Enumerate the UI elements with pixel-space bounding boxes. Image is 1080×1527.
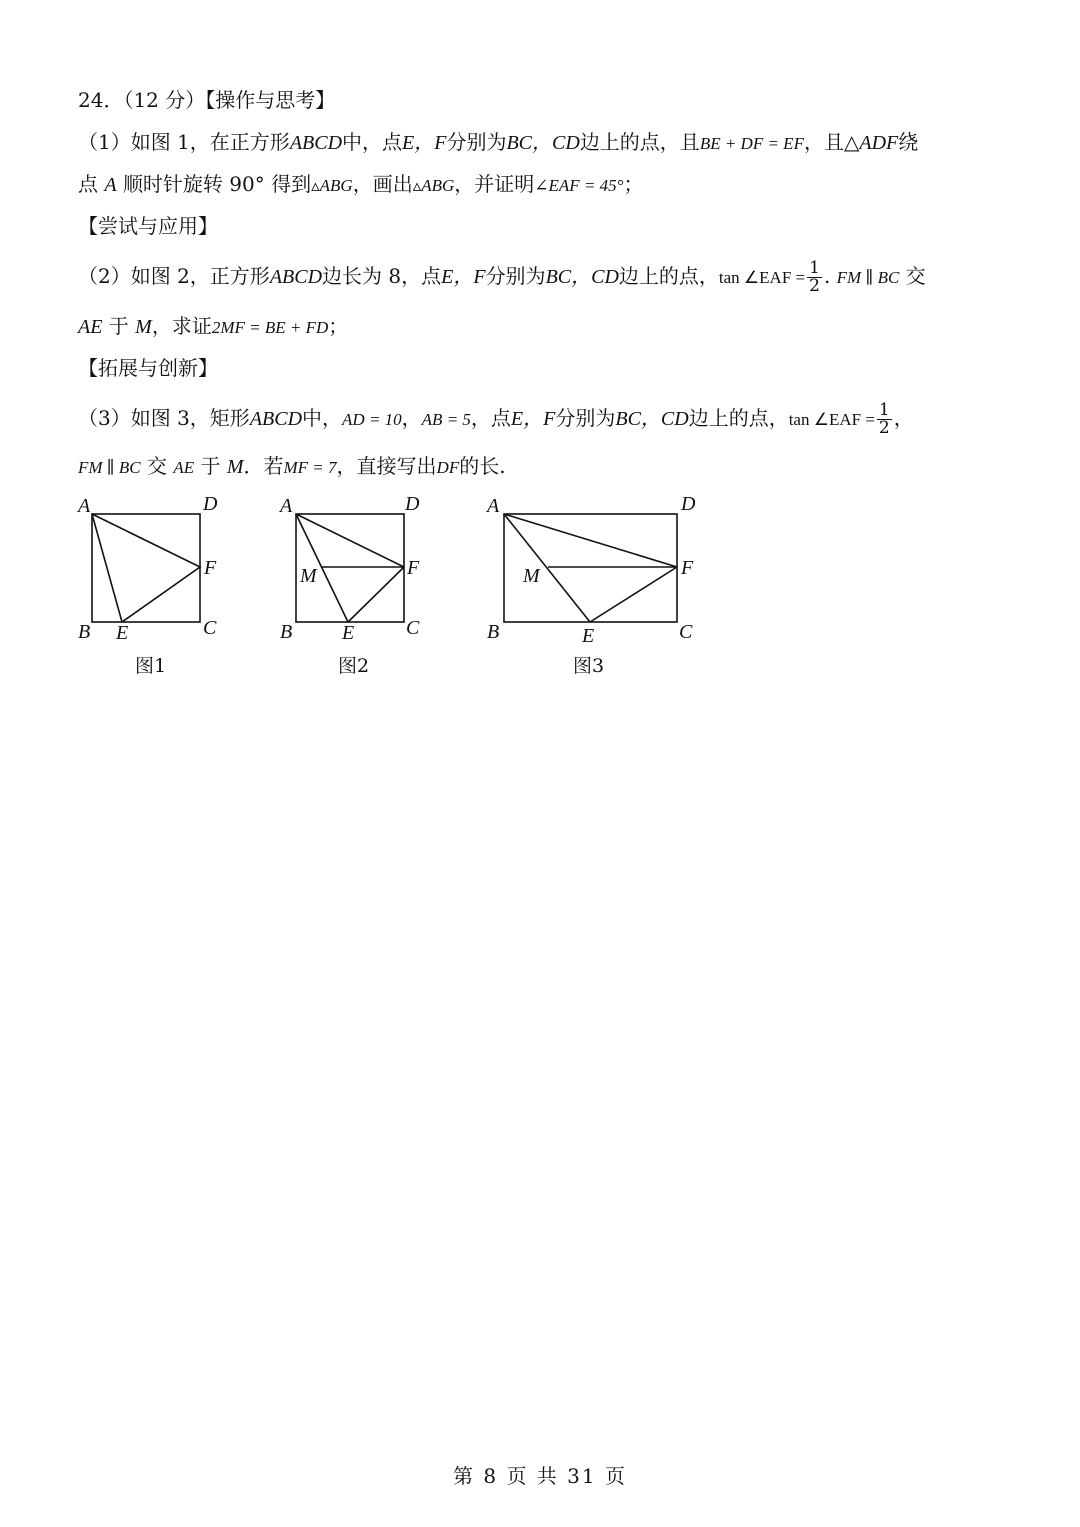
part3-text-c: 中， xyxy=(302,406,343,430)
fig1-label-a: A xyxy=(78,495,91,517)
fig1-label-e: E xyxy=(116,622,129,644)
part2-line1 xyxy=(78,260,926,295)
part3-text-i: 分别为 xyxy=(555,406,616,430)
part1-text-c: 中，点 xyxy=(342,130,403,154)
part3-text-b: ABCD xyxy=(249,408,303,430)
part3-l2-i: DF xyxy=(436,458,460,477)
part1-l2-a: 点 xyxy=(78,172,98,196)
part2-tan-expr: tan ∠EAF = xyxy=(718,268,806,287)
part2-fraction-num: 1 xyxy=(809,258,820,278)
part1-text-k: 绕 xyxy=(898,130,919,154)
fig2-label-f: F xyxy=(407,557,420,579)
fig1-caption: 图1 xyxy=(135,655,167,677)
fig2-label-a: A xyxy=(280,495,293,517)
part1-text-f: BC，CD xyxy=(506,132,580,154)
fig1-label-f: F xyxy=(204,557,217,579)
part3-l2-j: 的长. xyxy=(459,454,506,478)
part1-text-g: 边上的点，且 xyxy=(579,130,700,154)
part3-l2-e: M xyxy=(226,456,244,478)
fig2-label-m: M xyxy=(300,565,317,587)
figures xyxy=(0,490,1080,690)
fig3-label-b: B xyxy=(487,621,500,643)
part2-l2-b: 于 xyxy=(108,314,129,338)
part3-fraction xyxy=(877,402,892,437)
part1-line2 xyxy=(78,170,643,200)
fig2-label-e: E xyxy=(342,622,355,644)
part1-l2-g: ，并证明 xyxy=(454,172,535,196)
part1-text-d: E，F xyxy=(402,132,447,154)
part2-text-i: . xyxy=(823,264,831,288)
part3-text-d: AD = 10 xyxy=(342,410,402,429)
part2-text-e: 分别为 xyxy=(485,264,546,288)
part1-line1 xyxy=(78,128,918,158)
part2-text-k: 交 xyxy=(905,264,926,288)
part2-text-a: （2）如图 2，正方形 xyxy=(78,264,270,288)
part1-l2-e: ，画出 xyxy=(352,172,413,196)
part2-text-b: ABCD xyxy=(269,266,323,288)
part2-line2 xyxy=(78,312,348,342)
part3-l2-h: ，直接写出 xyxy=(336,454,437,478)
part3-l2-c: AE xyxy=(173,458,195,477)
part3-text-h: E，F xyxy=(510,408,556,430)
part2-text-c: 边长为 8，点 xyxy=(322,264,442,288)
part2-text-d: E，F xyxy=(441,266,486,288)
part3-l2-d: 于 xyxy=(200,454,221,478)
part2-fraction-den: 2 xyxy=(809,276,820,296)
part1-text-a: （1）如图 1，在正方形 xyxy=(78,130,290,154)
fig1-label-b: B xyxy=(78,621,91,643)
fig3-label-a: A xyxy=(487,495,500,517)
part3-text-f: AB = 5 xyxy=(421,410,471,429)
part2-l2-d: ，求证 xyxy=(151,314,212,338)
part3-text-j: BC，CD xyxy=(615,408,689,430)
part2-l2-f: ； xyxy=(328,314,349,338)
part1-text-b: ABCD xyxy=(289,132,343,154)
fig3-label-f: F xyxy=(681,557,694,579)
section2-title: 【尝试与应用】 xyxy=(78,214,218,238)
part1-l2-i: ； xyxy=(623,172,644,196)
fig3-label-c: C xyxy=(679,621,693,643)
part1-text-e: 分别为 xyxy=(446,130,507,154)
part2-fraction xyxy=(807,260,822,295)
part3-l2-b: 交 xyxy=(146,454,167,478)
figure-1 xyxy=(92,514,200,622)
question-header xyxy=(78,86,335,114)
part3-line1 xyxy=(78,402,914,437)
part2-l2-a: AE xyxy=(78,316,103,338)
fig2-label-d: D xyxy=(405,493,420,515)
part3-text-a: （3）如图 3，矩形 xyxy=(78,406,250,430)
fig2-caption: 图2 xyxy=(338,655,370,677)
part1-l2-h: ∠EAF = 45° xyxy=(534,176,624,195)
part1-text-j: ADF xyxy=(859,132,899,154)
fig1-label-d: D xyxy=(203,493,218,515)
section-try-apply xyxy=(78,212,218,240)
part3-line2 xyxy=(78,452,506,482)
part3-l2-a: FM ∥ BC xyxy=(78,458,141,477)
section3-title: 【拓展与创新】 xyxy=(78,356,218,380)
part1-l2-c: 顺时针旋转 90° 得到 xyxy=(122,172,312,196)
part3-text-k: 边上的点， xyxy=(688,406,789,430)
part3-tan-expr: tan ∠EAF = xyxy=(788,410,875,429)
part3-text-e: ， xyxy=(401,406,422,430)
fig2-label-c: C xyxy=(406,617,420,639)
fig3-label-d: D xyxy=(681,493,696,515)
part3-text-g: ，点 xyxy=(470,406,511,430)
part2-text-f: BC，CD xyxy=(545,266,619,288)
part3-fraction-num: 1 xyxy=(878,400,890,420)
fig2-label-b: B xyxy=(280,621,293,643)
fig1-label-c: C xyxy=(203,617,217,639)
part2-text-j: FM ∥ BC xyxy=(836,268,900,287)
part1-text-i: ，且△ xyxy=(803,130,860,154)
part1-l2-f: ▵ABG xyxy=(412,176,455,195)
fig3-label-e: E xyxy=(582,625,595,647)
fig3-label-m: M xyxy=(523,565,540,587)
part2-l2-c: M xyxy=(135,316,152,338)
part3-text-m: ， xyxy=(893,406,914,430)
section-extend-innovate xyxy=(78,354,218,382)
fig3-caption: 图3 xyxy=(573,655,605,677)
part2-text-g: 边上的点， xyxy=(618,264,719,288)
part1-l2-d: ▵ABG xyxy=(311,176,353,195)
part1-text-h: BE + DF = EF xyxy=(699,134,804,153)
part3-l2-g: MF = 7 xyxy=(283,458,337,477)
part2-l2-e: 2MF = BE + FD xyxy=(211,318,329,337)
part3-l2-f: ．若 xyxy=(243,454,284,478)
part1-l2-b: A xyxy=(104,174,117,196)
part3-fraction-den: 2 xyxy=(878,418,890,438)
question-header-text: 24．（12 分）【操作与思考】 xyxy=(78,88,336,112)
page-footer: 第 8 页 共 31 页 xyxy=(453,1464,627,1488)
